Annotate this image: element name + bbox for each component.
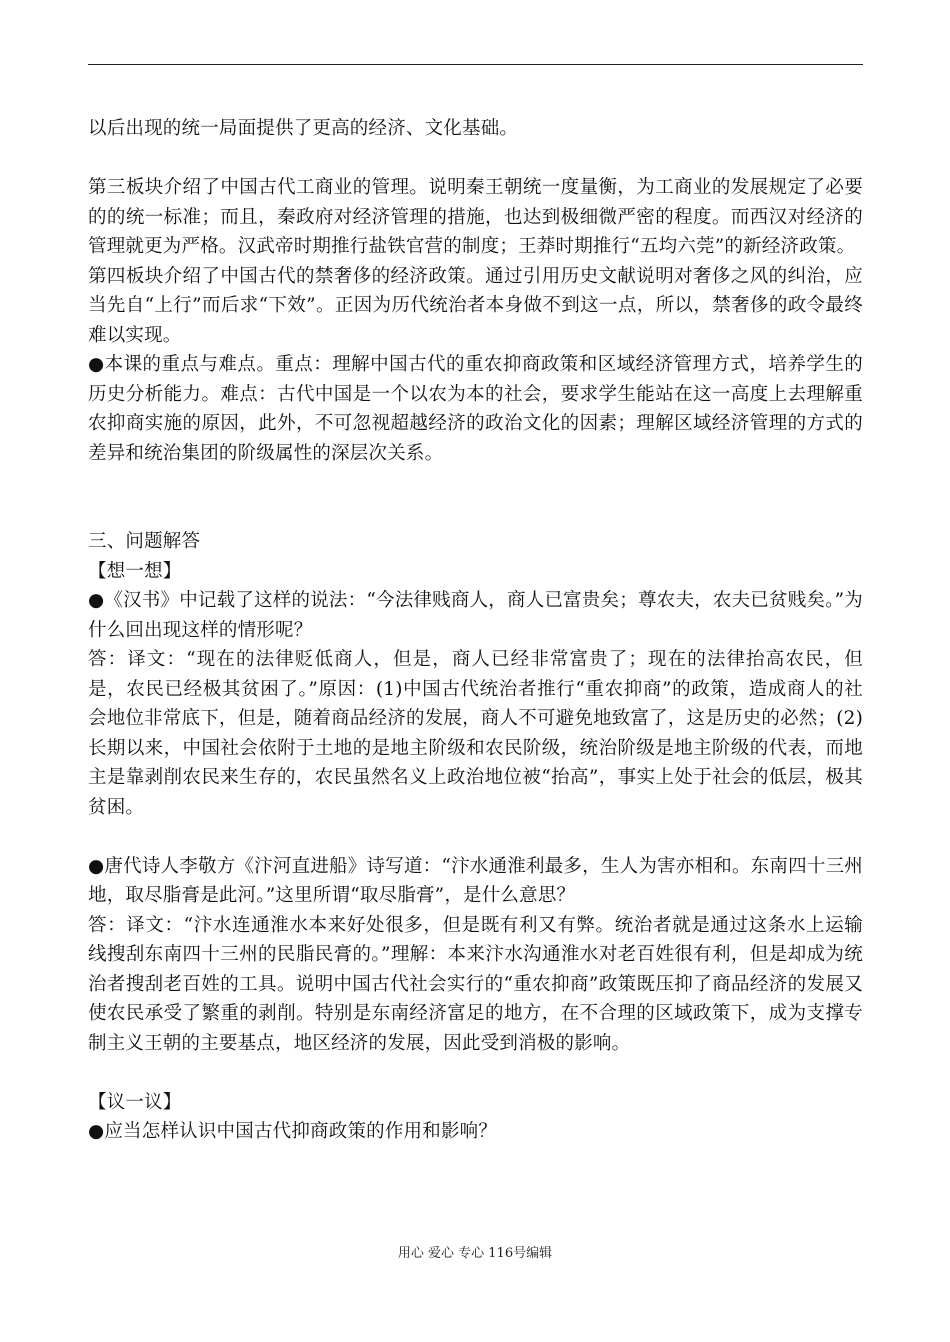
section-heading-answers: 三、问题解答 [88,531,201,552]
paragraph-fourth-section: 第四板块介绍了中国古代的禁奢侈的经济政策。通过引用历史文献说明对奢侈之风的纠治，应当先自“上行”而后求“下效”。正因为历代统治者本身做不到这一点，所以，禁奢侈的政令最终难以实现。 [88,265,863,346]
question-policy-impact: ●应当怎样认识中国古代抑商政策的作用和影响？ [88,1121,498,1142]
subheading-think: 【想一想】 [88,560,182,582]
question-bianhe-poem: ●唐代诗人李敬方《汴河直进船》诗写道：“汴水通淮利最多，生人为害亦相和。东南四十三州地，取尽脂膏是此河。”这里所谓“取尽脂膏”，是什么意思？ [88,855,863,906]
paragraph-key-points: ●本课的重点与难点。重点：理解中国古代的重农抑商政策和区域经济管理方式，培养学生的历史分析能力。难点：古代中国是一个以农为本的社会，要求学生能站在这一高度上去理解重农抑商实施的原因，此外，不可忽视超越经济的政治文化的因素；理解区域经济管理的方式的差异和统治集团的阶级属性的深层次关系。 [88,354,863,464]
paragraph-third-section: 第三板块介绍了中国古代工商业的管理。说明秦王朝统一度量衡，为工商业的发展规定了必要的的统一标准；而且，秦政府对经济管理的措施，也达到极细微严密的程度。而西汉对经济的管理就更为严格。汉武帝时期推行盐铁官营的制度；王莽时期推行“五均六莞”的新经济政策。 [88,177,863,257]
question-hanshu: ●《汉书》中记载了这样的说法：“今法律贱商人，商人已富贵矣；尊农夫，农夫已贫贱矣。”为什么回出现这样的情形呢？ [88,590,863,641]
page-footer: 用心 爱心 专心 116号编辑 [397,1246,553,1261]
answer-bianhe-poem: 答：译文：“汴水连通淮水本来好处很多，但是既有利又有弊。统治者就是通过这条水上运输线搜刮东南四十三州的民脂民膏的。”理解：本来汴水沟通淮水对老百姓很有利，但是却成为统治者搜刮老百姓的工具。说明中国古代社会实行的“重农抑商”政策既压抑了商品经济的发展又使农民承受了繁重的剥削。特别是东南经济富足的地方，在不合理的区域政策下，成为支撑专制主义王朝的主要基点，地区经济的发展，因此受到消极的影响。 [88,914,863,1054]
subheading-discuss: 【议一议】 [88,1091,182,1113]
header-rule [88,64,863,65]
answer-hanshu: 答：译文：“现在的法律贬低商人，但是，商人已经非常富贵了；现在的法律抬高农民，但是，农民已经极其贫困了。”原因：(1)中国古代统治者推行“重农抑商”的政策，造成商人的社会地位非常底下，但是，随着商品经济的发展，商人不可避免地致富了，这是历史的必然；(2)长期以来，中国社会依附于土地的是地主阶级和农民阶级，统治阶级是地主阶级的代表，而地主是靠剥削农民来生存的，农民虽然名义上政治地位被“抬高”，事实上处于社会的低层，极其贫困。 [88,649,863,818]
paragraph-intro-continuation: 以后出现的统一局面提供了更高的经济、文化基础。 [88,118,519,139]
page-body [88,114,863,1147]
